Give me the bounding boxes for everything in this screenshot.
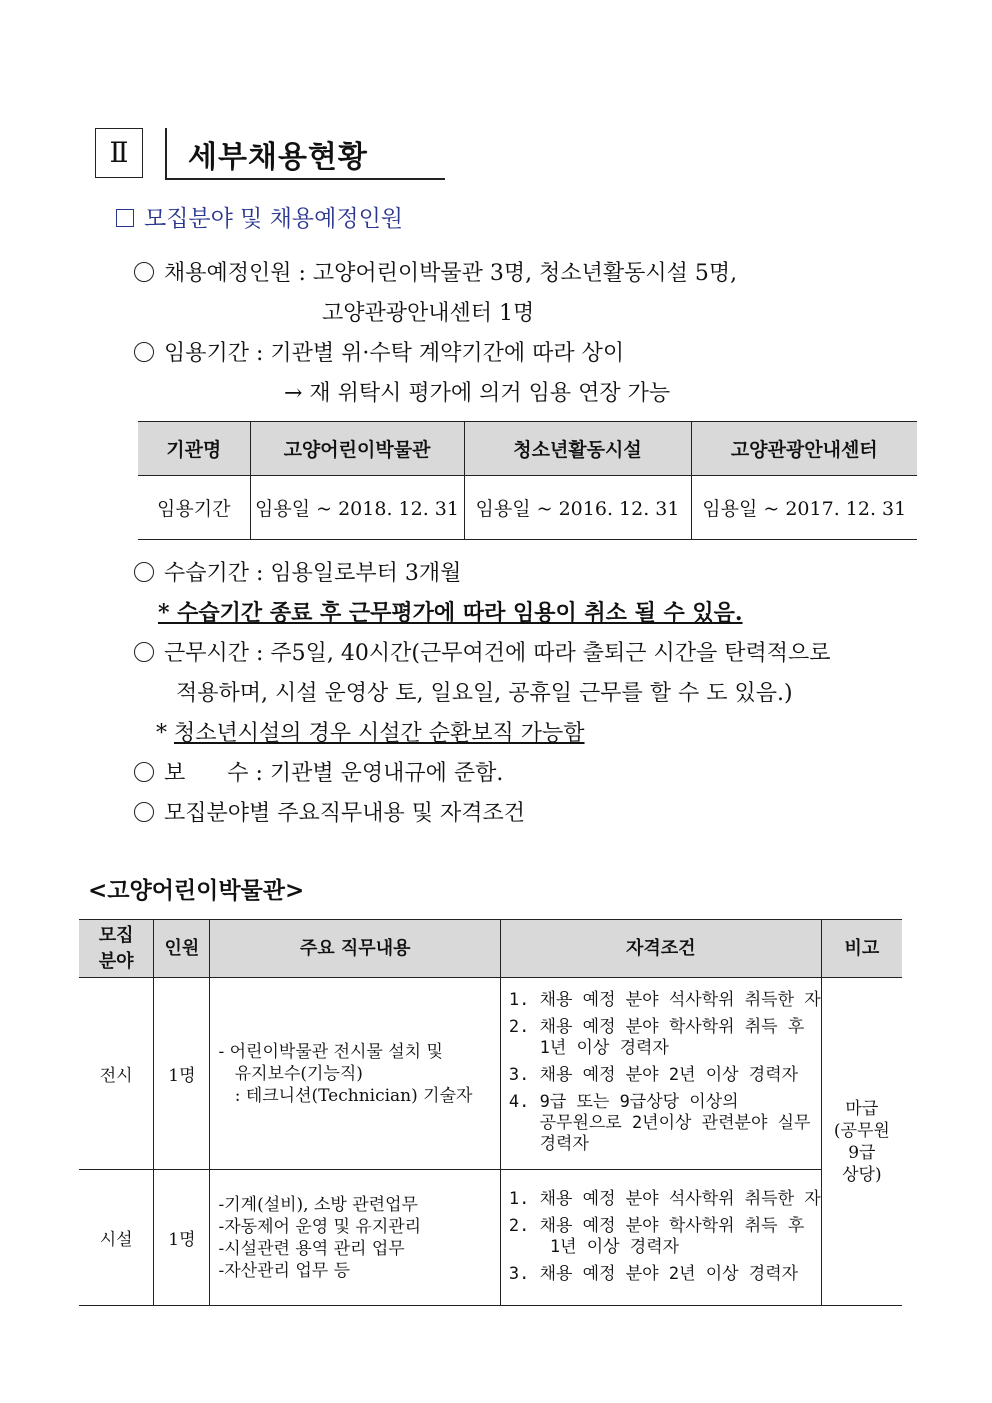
hours-note: 청소년시설의 경우 시설간 순환보직 가능함 [174,721,585,746]
term-header-cell: 기관명 [138,422,250,476]
museum-table [79,919,902,1306]
qual-item: 2. 채용 예정 분야 학사학위 취득 후 1년 이상 경력자 [508,1215,805,1257]
circle-bullet-icon [134,802,154,822]
qual-item: 1. 채용 예정 분야 석사학위 취득한 자 [508,990,821,1010]
qual-item: 3. 채용 예정 분야 2년 이상 경력자 [508,1065,799,1085]
duty-line: 유지보수(기능직) [218,1063,363,1084]
term-line-2: → 재 위탁시 평가에 의거 임용 연장 가능 [284,381,671,406]
table-row [79,978,902,1170]
note-cell [821,978,902,1306]
qual-cell [500,1170,821,1306]
recruit-count-line [134,256,737,287]
duty-line: : 테크니션(Technician) 기술자 [218,1085,473,1106]
duty-line: -자동제어 운영 및 유지관리 [218,1216,422,1237]
term-header-cell: 청소년활동시설 [464,422,691,476]
duties-text: 모집분야별 주요직무내용 및 자격조건 [164,801,526,826]
qual-item: 4. 9급 또는 9급상당 이상의 공무원으로 2년이상 관련분야 실무 경력자 [508,1092,811,1154]
probation-text: 수습기간 : 임용일로부터 3개월 [164,561,462,586]
duty-line: -시설관련 용역 관리 업무 [218,1238,405,1259]
duty-line: -자산관리 업무 등 [218,1260,350,1281]
qual-item: 3. 채용 예정 분야 2년 이상 경력자 [508,1263,799,1284]
count-cell: 1명 [154,1170,210,1306]
pay-text: 보 수 : 기관별 운영내규에 준함. [164,761,504,786]
recruit-count-text: 채용예정인원 : 고양어린이박물관 3명, 청소년활동시설 5명, [164,261,738,286]
circle-bullet-icon [134,262,154,282]
duty-line: - 어린이박물관 전시물 설치 및 [218,1041,443,1062]
note-line: 9급 [848,1142,876,1163]
term-cell: 임용일 ~ 2016. 12. 31 [464,476,691,540]
field-header [79,920,154,978]
term-text: 임용기간 : 기관별 위·수탁 계약기간에 따라 상이 [164,341,625,366]
note-line: 마급 [845,1098,879,1119]
table-row [138,476,917,540]
field-header-line: 분야 [98,950,134,972]
table-row [79,1170,902,1306]
circle-bullet-icon [134,342,154,362]
subheading-text: 모집분야 및 채용예정인원 [144,206,404,232]
museum-section-title: <고양어린이박물관> [88,877,305,904]
subheading [116,200,403,233]
duty-header: 주요 직무내용 [210,920,500,978]
note-line: (공무원 [833,1120,890,1141]
probation-line [134,556,461,587]
term-table [138,421,917,540]
qual-header: 자격조건 [500,920,821,978]
hours-line-2: 적용하며, 시설 운영상 토, 일요일, 공휴일 근무를 할 수 도 있음.) [176,681,793,706]
qual-cell [500,978,821,1170]
title-divider [165,128,167,180]
note-star: * [156,721,167,746]
duties-line [134,796,525,827]
term-header-cell: 고양어린이박물관 [250,422,464,476]
circle-bullet-icon [134,562,154,582]
hours-note-line [156,716,585,747]
checkbox-square-icon [116,209,134,227]
count-cell: 1명 [154,978,210,1170]
field-cell: 전시 [79,978,154,1170]
title-underline [165,178,445,180]
term-cell: 임용기간 [138,476,250,540]
duty-cell [210,978,500,1170]
hours-line [134,636,831,667]
qual-item: 2. 채용 예정 분야 학사학위 취득 후 1년 이상 경력자 [508,1017,805,1058]
field-header-line: 모집 [98,924,134,946]
page-title: 세부채용현황 [188,140,368,175]
note-header: 비고 [821,920,902,978]
circle-bullet-icon [134,642,154,662]
term-header-cell: 고양관광안내센터 [691,422,917,476]
duty-cell [210,1170,500,1306]
museum-table-header [79,920,902,978]
recruit-count-line-2: 고양관광안내센터 1명 [322,301,535,326]
circle-bullet-icon [134,762,154,782]
note-line: 상당) [842,1164,882,1185]
section-number: Ⅱ [95,128,143,178]
term-line [134,336,624,367]
hours-text: 근무시간 : 주5일, 40시간(근무여건에 따라 출퇴근 시간을 탄력적으로 [164,641,831,666]
term-cell: 임용일 ~ 2017. 12. 31 [691,476,917,540]
qual-item: 1. 채용 예정 분야 석사학위 취득한 자 [508,1188,821,1209]
field-cell: 시설 [79,1170,154,1306]
probation-note: * 수습기간 종료 후 근무평가에 따라 임용이 취소 될 수 있음. [158,600,743,626]
term-table-header [138,422,917,476]
count-header: 인원 [154,920,210,978]
duty-line: -기계(설비), 소방 관련업무 [218,1194,418,1215]
term-cell: 임용일 ~ 2018. 12. 31 [250,476,464,540]
pay-line [134,756,503,787]
